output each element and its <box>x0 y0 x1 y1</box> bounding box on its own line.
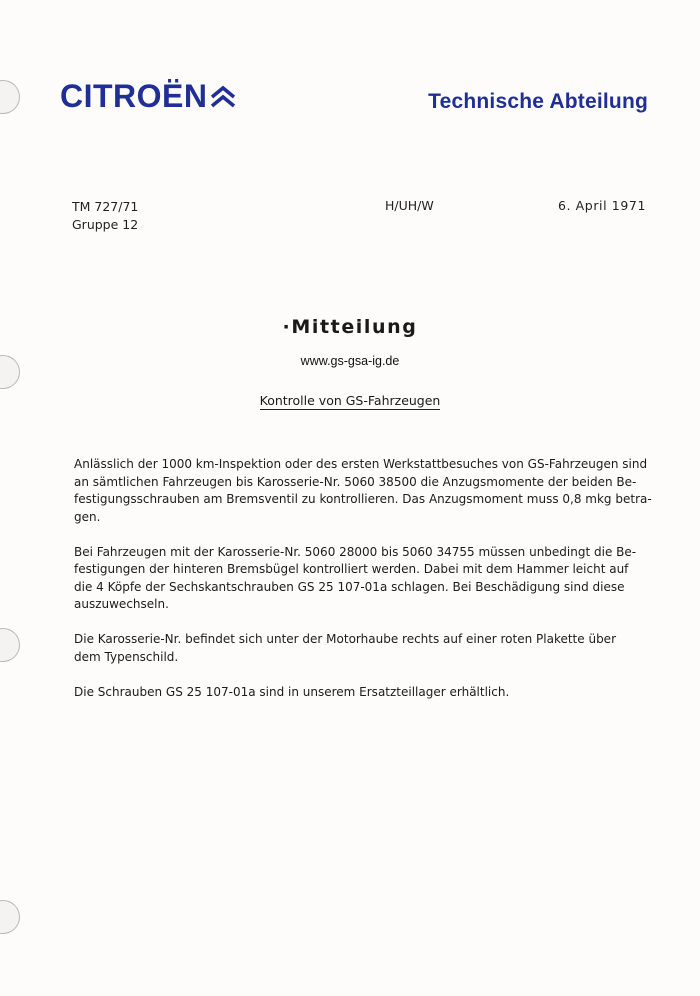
body-line: dem Typenschild. <box>74 649 179 664</box>
paragraph-3 <box>74 631 652 666</box>
body-line: gen. <box>74 509 101 524</box>
group-label: Gruppe 12 <box>72 217 139 232</box>
subject-line <box>0 393 700 408</box>
document-body <box>74 456 652 719</box>
meta-left-block <box>72 198 138 234</box>
document-date: 6. April 1971 <box>557 198 646 213</box>
department-title: Technische Abteilung <box>428 90 648 113</box>
body-line: Bei Fahrzeugen mit der Karosserie-Nr. 5060 28000 bis 5060 34755 müssen unbedingt die Be- <box>74 544 637 559</box>
paragraph-2 <box>74 544 652 614</box>
body-line: Die Karosserie-Nr. befindet sich unter der Motorhaube rechts auf einer roten Plakette über <box>74 632 616 646</box>
paragraph-4 <box>74 684 652 702</box>
punch-hole-bottom <box>0 900 20 934</box>
letterhead <box>0 0 700 130</box>
body-line: die 4 Köpfe der Sechskantschrauben GS 25 107-01a schlagen. Bei Beschädigung sind diese <box>74 579 625 594</box>
body-line: an sämtlichen Fahrzeugen bis Karosserie-Nr. 5060 38500 die Anzugsmomente der beiden Be- <box>74 474 637 489</box>
paragraph-1 <box>74 456 652 526</box>
body-line: auszuwechseln. <box>74 597 169 611</box>
website-url: www.gs-gsa-ig.de <box>300 354 400 368</box>
punch-hole-lower-middle <box>0 628 20 662</box>
double-chevron-icon <box>210 83 236 109</box>
subject-text: Kontrolle von GS-Fahrzeugen <box>259 393 441 408</box>
doc-number: TM 727/71 <box>72 199 139 214</box>
document-title: ·Mitteilung <box>282 316 418 338</box>
body-line: festigungsschrauben am Bremsventil zu kontrollieren. Das Anzugsmoment muss 0,8 mkg betra- <box>74 492 652 506</box>
citroen-logo <box>60 80 236 112</box>
body-line: Anlässlich der 1000 km-Inspektion oder des ersten Werkstattbesuches von GS-Fahrzeugen sind <box>74 457 648 471</box>
body-line: festigungen der hinteren Bremsbügel kontrolliert werden. Dabei mit dem Hammer leicht auf <box>74 562 629 576</box>
brand-wordmark: CITROËN <box>60 78 208 114</box>
reference-code: H/UH/W <box>385 198 434 213</box>
body-line: Die Schrauben GS 25 107-01a sind in unserem Ersatzteillager erhältlich. <box>74 684 510 699</box>
